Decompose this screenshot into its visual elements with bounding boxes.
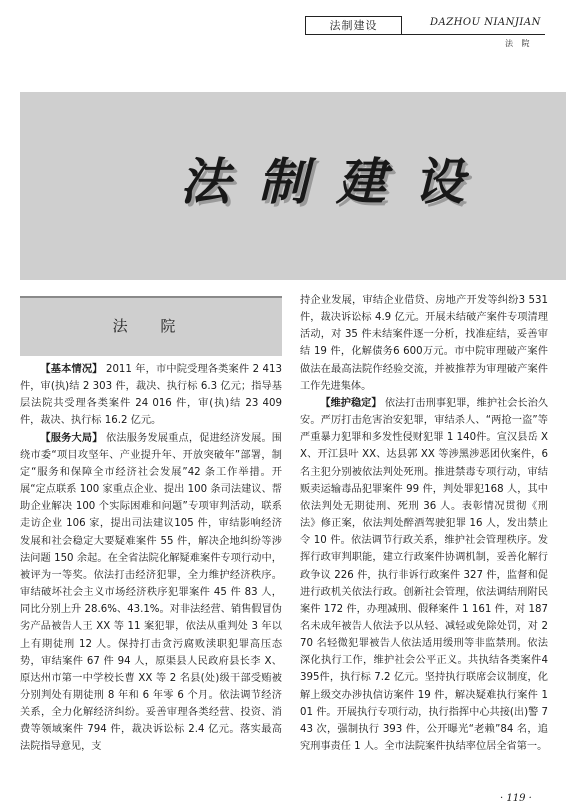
right-column <box>300 292 548 792</box>
paragraph-text: 依法服务发展重点，促进经济发展。围绕市委“项目攻坚年、产业提升年、开放突破年”部署，制定“服务和保障全市经济社会发展”42 条工作举措。开展“定点联系 100 家重点企业、提出 100 条司法建议、帮助企业解决 100 个实际困难和问题”专项审判活动，联系走访企业 106 家，提出司法建议105 件，审结影响经济发展和社会稳定大要疑难案件 55 件，解决企地纠纷等涉法问题 150 余起。在全省法院化解疑难案件专项行动中，被评为一等奖。依法打击经济犯罪，全力维护经济秩序。审结破坏社会主义市场经济秩序犯罪案件 45 件 83 人，同比分别上升 28.6%、43.1%。对非法经营、销售假冒伪劣产品被告人王 XX 等 11 案犯罪，依法从重判处 3 年以上有期徒刑 12 人。保持打击贪污腐败渎职犯罪高压态势，审结案件 67 件 94 人，原渠县人民政府县长李 X、原达州市第一中学校长曹 XX 等 2 名县(处)级干部受贿被分别判处有期徒刑 8 年和 6 年零 6 个月。依法调节经济关系，全力化解经济纠纷。妥善审理各类经营、投资、消费等领域案件 794 件，裁决诉讼标 2.4 亿元。落实最高法院指导意见，支 <box>20 432 282 753</box>
page-header <box>0 0 568 60</box>
paragraph-maintain-stability <box>300 395 548 755</box>
section-banner <box>20 296 282 356</box>
paragraph-text: 2011 年，市中院受理各类案件 2 413件，审(执)结 2 303 件，裁决、执行标 6.3 亿元；指导基层法院共受理各类案件 24 016 件，审(执)结 23 409件，裁决、执行标 16.2 亿元。 <box>20 364 282 427</box>
page-number: · 119 · <box>500 793 532 804</box>
chapter-title: 法制建设 <box>180 152 492 211</box>
section-label-box: 法制建设 <box>305 16 402 35</box>
paragraph-text: 依法打击刑事犯罪，维护社会长治久安。严厉打击危害治安犯罪，审结杀人、“两抢一盗”等严重暴力犯罪和多发性侵财犯罪 1 140件。宣汉县岳 XX、开江县叶 XX、达县郭 XX 等涉黑涉恶团伙案件，6 名主犯分别被依法判处死刑。推进禁毒专项行动，审结贩卖运输毒品犯罪案件 99 件，判处罪犯168 人，其中依法判处无期徒刑、死刑 36 人。表彰情况贯彻《刑法》修正案，依法判处醉酒驾驶犯罪 16 人，发出禁止令 10 件。依法调节行政关系，维护社会管理秩序。发挥行政审判职能，建立行政案件协调机制，妥善化解行政争议 226 件，执行非诉行政案件 327 件，监督和促进行政机关依法行政。创新社会管理，依法调结刑附民案件 172 件，办理减刑、假释案件 1 161 件，对 187 名未成年被告人依法予以从轻、减轻或免除处罚，对 270 名轻微犯罪被告人依法适用缓刑等非监禁刑。依法深化执行工作，维护社会公平正义。共执结各类案件4 395件，执行标 7.2 亿元。坚持执行联席会议制度，化解上级交办涉执信访案件 19 件，解决疑难执行案件 101 件。开展执行专项行动，执行指挥中心共接(出)警 743 次，强制执行 393 件，公开曝光“老赖”84 名，追究刑事责任 1 人。全市法院案件执结率位居全省第一。 <box>300 397 548 753</box>
paragraph-basic-info <box>20 361 282 430</box>
paragraph-tag: 【基本情况】 <box>40 364 103 375</box>
chapter-banner <box>20 92 566 280</box>
paragraph-tag: 【维护稳定】 <box>320 397 382 409</box>
header-rule <box>305 34 545 35</box>
paragraph-continued: 持企业发展，审结企业借贷、房地产开发等纠纷3 531 件，裁决诉讼标 4.9 亿元。开展未结破产案件专项清理活动，对 35 件未结案件逐一分析，找准症结，妥善审结 19 件，化解债务6 600万元。市中院审理破产案件做法在最高法院作经验交流，并被推荐为审理破产案件工作先进集体。 <box>300 295 548 392</box>
section-title: 法 院 <box>112 317 190 335</box>
paragraph-serve-overall <box>20 430 282 756</box>
header-sub-label: 法 院 <box>505 39 533 48</box>
paragraph-tag: 【服务大局】 <box>40 432 103 444</box>
journal-name: DAZHOU NIANJIAN <box>430 17 541 28</box>
left-column <box>20 361 282 801</box>
